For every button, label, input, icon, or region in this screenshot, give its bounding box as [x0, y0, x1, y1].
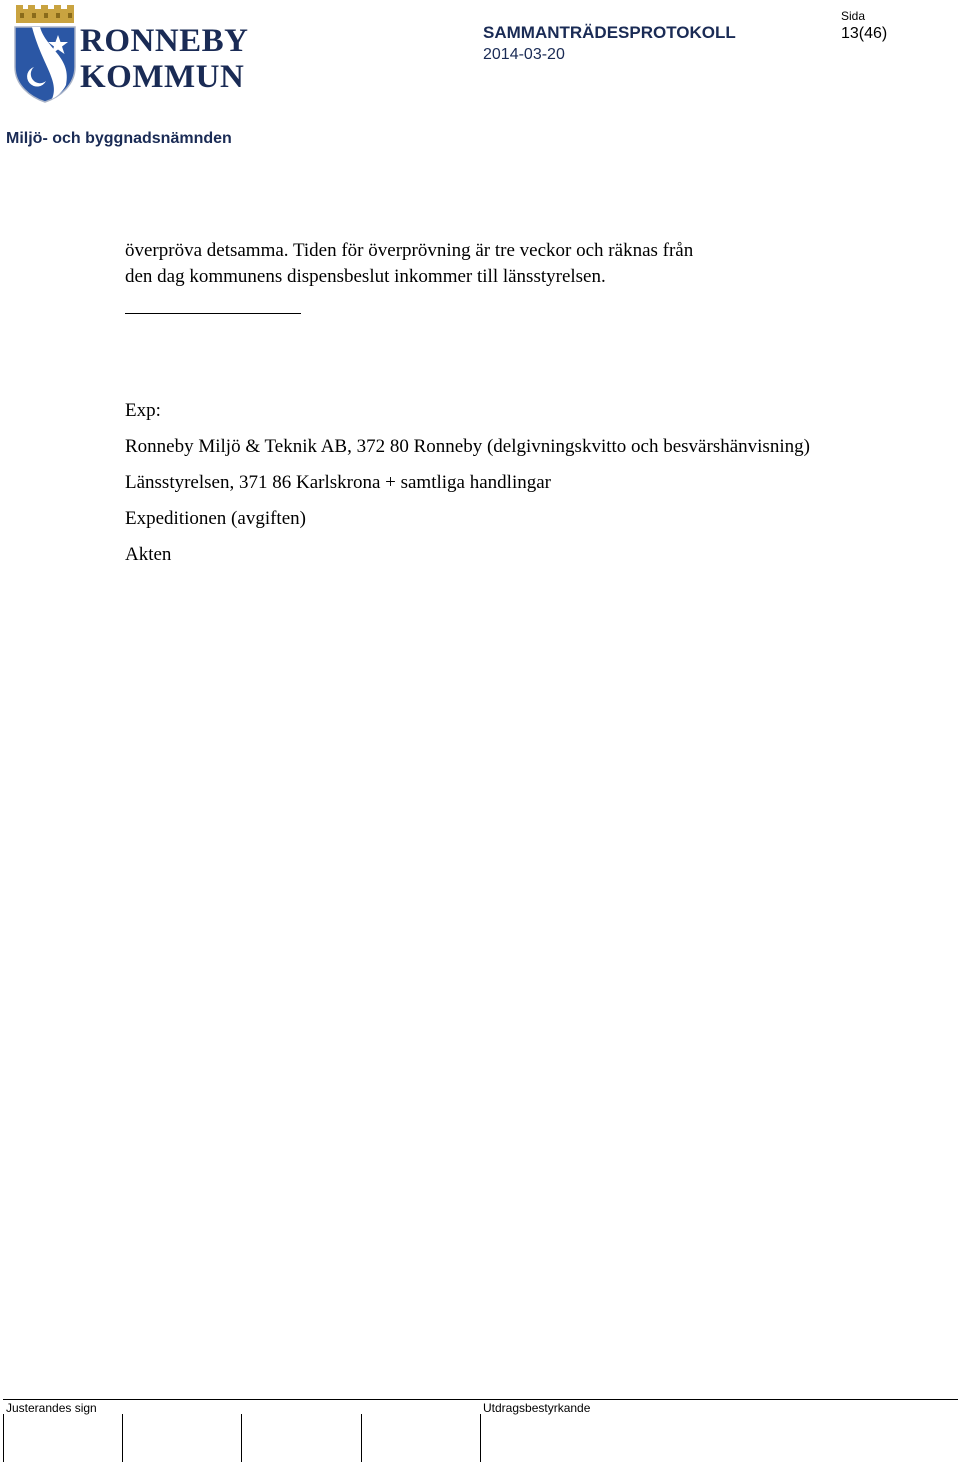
section-divider: [125, 313, 301, 314]
signature-box-divider: [361, 1414, 362, 1462]
recipient-item: Ronneby Miljö & Teknik AB, 372 80 Ronneby (delgivningskvitto och besvärshänvisning): [125, 436, 810, 457]
expedition-label: Exp:: [125, 400, 161, 421]
paragraph-line: den dag kommunens dispensbeslut inkommer till länsstyrelsen.: [125, 266, 606, 287]
logo-text-kommun: KOMMUN: [80, 59, 245, 95]
department-name: Miljö- och byggnadsnämnden: [6, 130, 232, 147]
utdragsbestyrkande-label: Utdragsbestyrkande: [483, 1401, 591, 1415]
recipient-item: Akten: [125, 544, 172, 565]
decision-paragraph: [125, 238, 825, 290]
signature-box-divider: [3, 1414, 4, 1462]
recipient-item: Länsstyrelsen, 371 86 Karlskrona + samtliga handlingar: [125, 472, 551, 493]
paragraph-line: överpröva detsamma. Tiden för överprövning är tre veckor och räknas från: [125, 240, 694, 261]
meeting-date: 2014-03-20: [483, 46, 565, 63]
signature-box-divider: [241, 1414, 242, 1462]
page-label: Sida: [841, 9, 866, 23]
signature-box-divider: [480, 1414, 481, 1462]
recipient-item: Expeditionen (avgiften): [125, 508, 306, 529]
signature-box-divider: [122, 1414, 123, 1462]
page-number: 13(46): [841, 25, 888, 42]
crest-icon: [12, 5, 78, 103]
document-title: SAMMANTRÄDESPROTOKOLL: [483, 23, 736, 42]
justerandes-sign-label: Justerandes sign: [6, 1401, 97, 1415]
expedition-list: [125, 398, 845, 578]
logo-text-ronneby: RONNEBY: [80, 23, 249, 59]
ronneby-kommun-logo: [12, 5, 262, 103]
footer-rule: [3, 1399, 958, 1400]
